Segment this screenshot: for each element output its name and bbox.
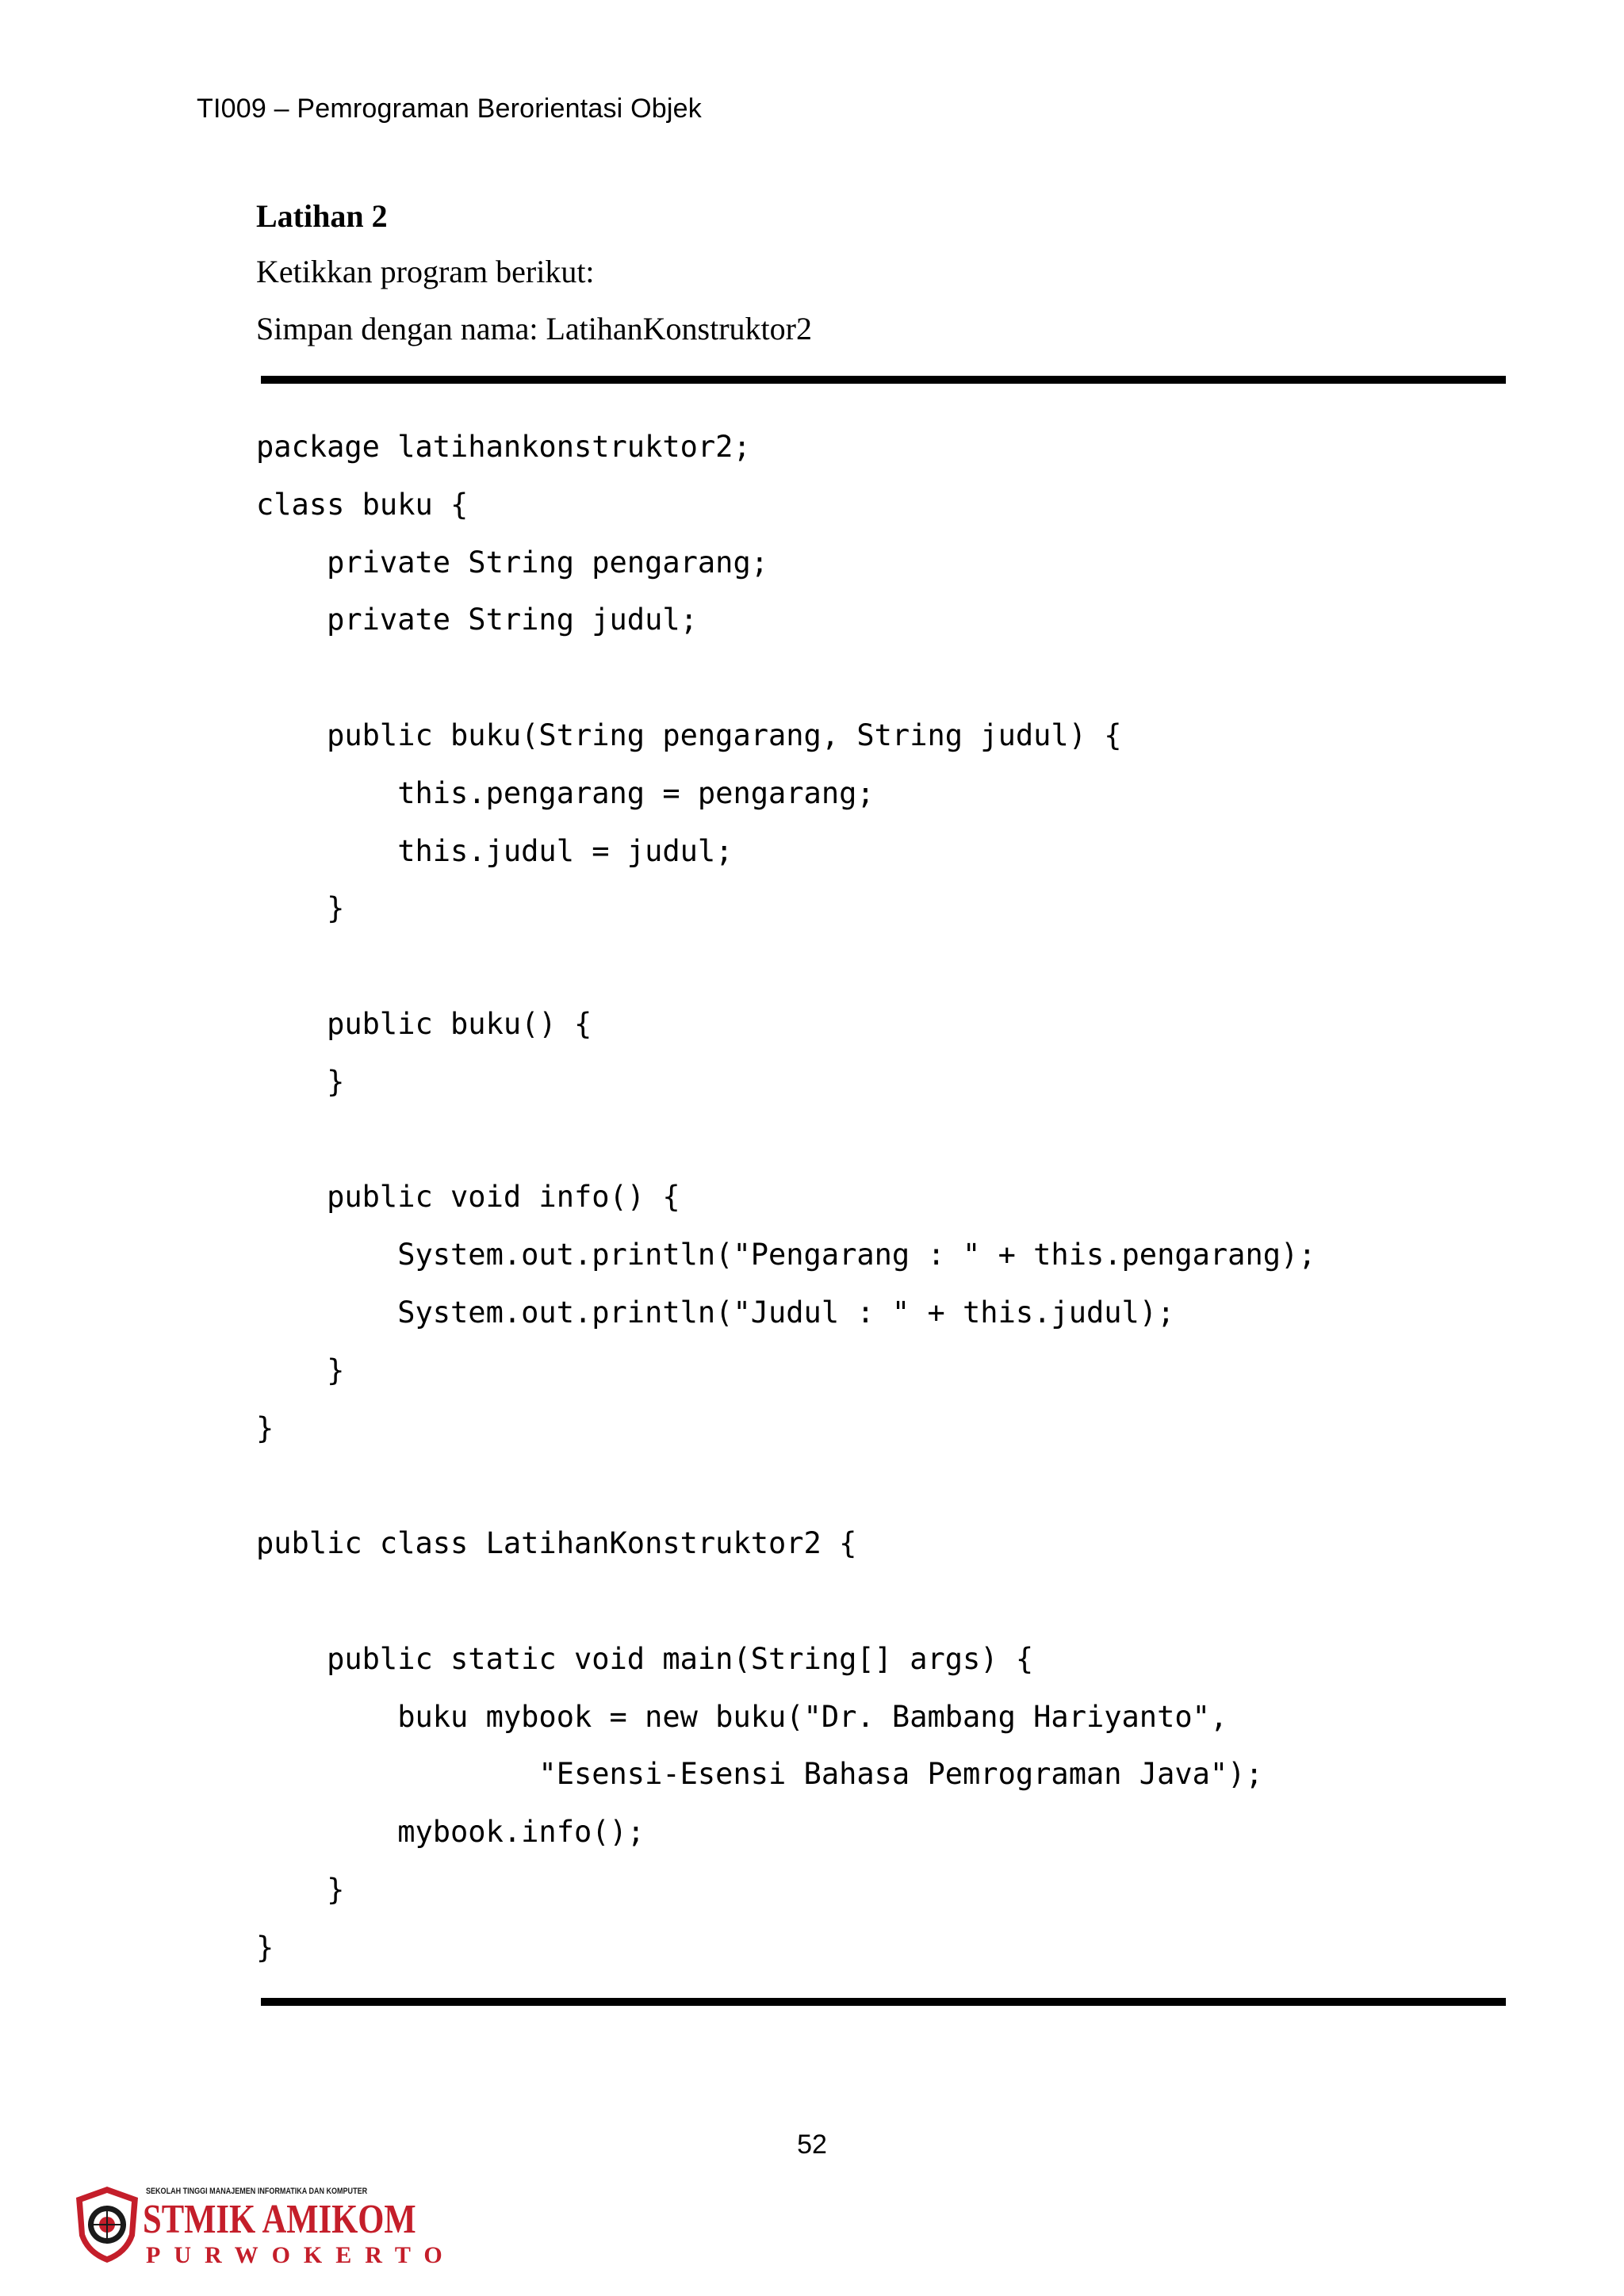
code-line: }: [256, 1410, 274, 1445]
exercise-instruction: Ketikkan program berikut:: [256, 254, 595, 289]
code-line: public static void main(String[] args) {: [256, 1641, 1034, 1676]
code-line: this.pengarang = pengarang;: [256, 775, 875, 810]
page-header: TI009 – Pemrograman Berorientasi Objek: [197, 94, 702, 124]
code-line: public buku(String pengarang, String judul) {: [256, 718, 1122, 752]
code-line: }: [256, 891, 345, 926]
logo-city: PURWOKERTO: [146, 2242, 456, 2268]
code-line: class buku {: [256, 487, 469, 522]
code-line: System.out.println("Pengarang : " + this.pengarang);: [256, 1238, 1316, 1272]
logo-name: STMIK AMIKOM: [143, 2197, 416, 2242]
institution-logo: [73, 2182, 456, 2269]
code-line: [256, 1112, 1316, 1169]
exercise-section: [256, 194, 812, 364]
logo-tagline: SEKOLAH TINGGI MANAJEMEN INFORMATIKA DAN KOMPUTER: [146, 2187, 368, 2196]
code-line: }: [256, 1930, 274, 1965]
code-line: [256, 1457, 1316, 1515]
code-line: [256, 1573, 1316, 1631]
seal-icon: [73, 2185, 141, 2264]
code-line: public class LatihanKonstruktor2 {: [256, 1526, 857, 1561]
code-line: buku mybook = new buku("Dr. Bambang Hariyanto",: [256, 1699, 1228, 1734]
code-line: [256, 938, 1316, 996]
code-line: mybook.info();: [256, 1815, 645, 1850]
code-top-rule: [261, 376, 1506, 384]
code-line: this.judul = judul;: [256, 833, 733, 868]
code-line: package latihankonstruktor2;: [256, 430, 751, 464]
exercise-filename: Simpan dengan nama: LatihanKonstruktor2: [256, 311, 812, 346]
page-number: 52: [797, 2130, 827, 2160]
code-line: [256, 649, 1316, 707]
code-line: }: [256, 1872, 345, 1907]
exercise-title: Latihan 2: [256, 198, 388, 234]
code-line: }: [256, 1064, 345, 1099]
code-line: "Esensi-Esensi Bahasa Pemrograman Java");: [256, 1757, 1263, 1792]
code-line: private String pengarang;: [256, 545, 769, 580]
code-listing: [256, 419, 1316, 1977]
code-line: System.out.println("Judul : " + this.judul);: [256, 1295, 1175, 1330]
code-bottom-rule: [261, 1998, 1506, 2006]
code-line: }: [256, 1353, 345, 1387]
code-line: public void info() {: [256, 1180, 680, 1215]
code-line: public buku() {: [256, 1006, 592, 1041]
code-line: private String judul;: [256, 603, 698, 637]
